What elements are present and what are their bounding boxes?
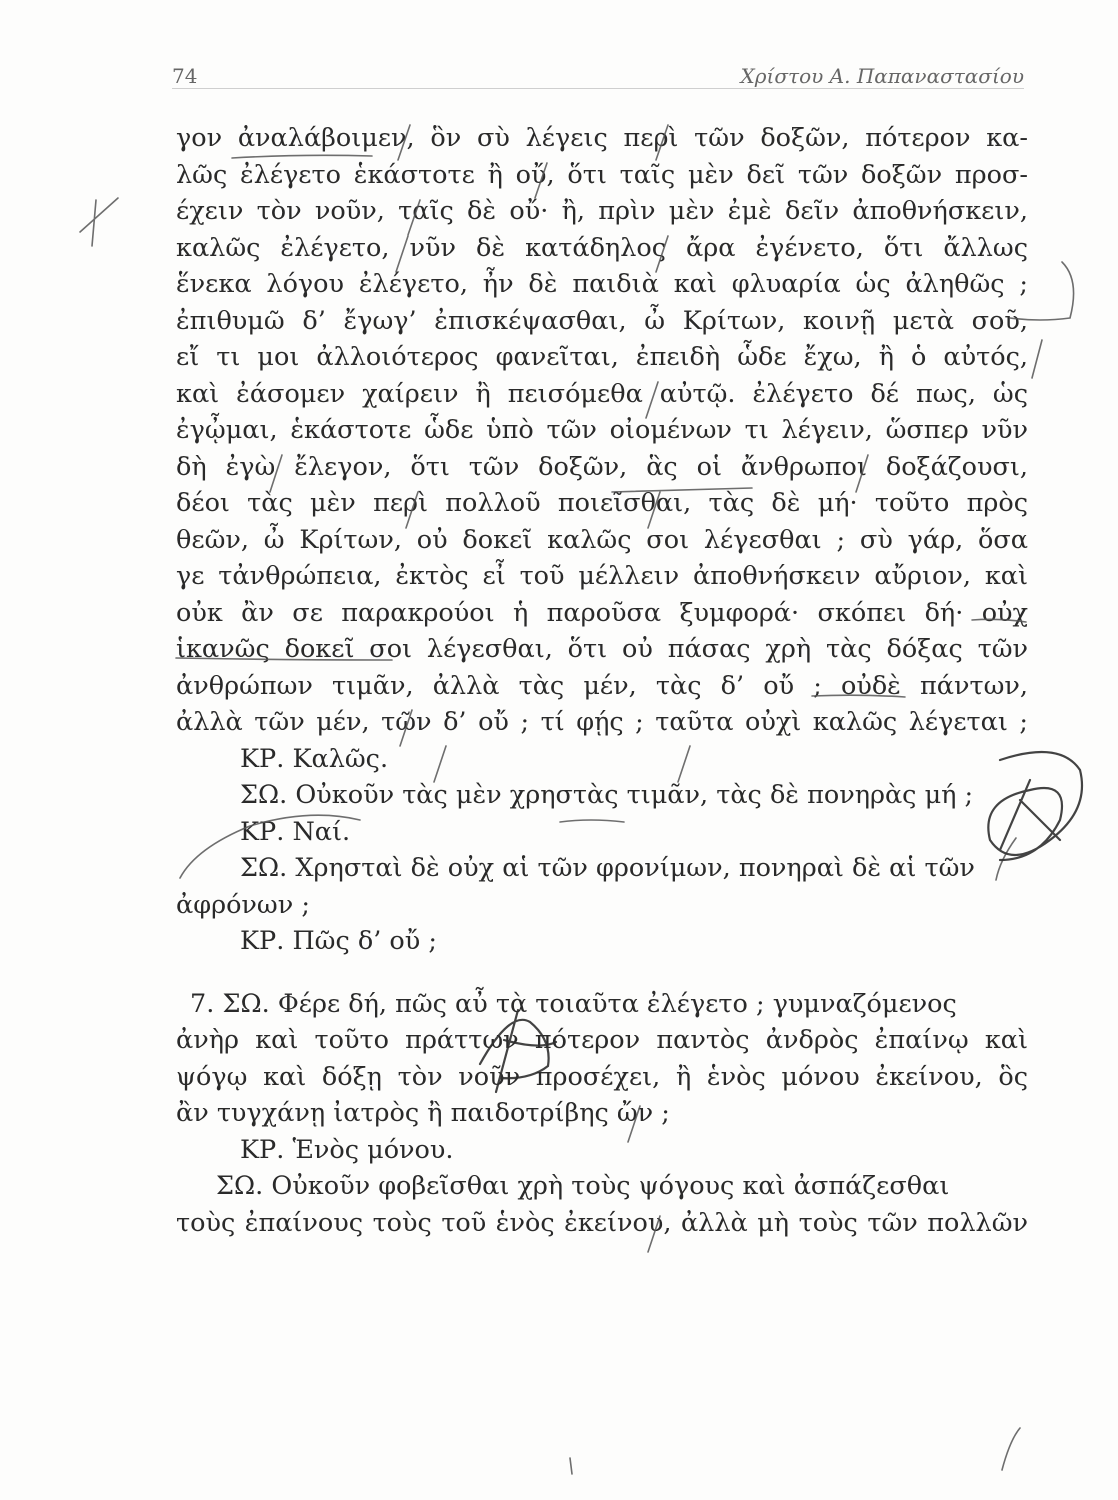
text-line: ἀφρόνων ; bbox=[176, 889, 310, 920]
section-gap bbox=[176, 960, 1028, 986]
text-line: τοὺς ἐπαίνους τοὺς τοῦ ἑνὸς ἐκείνου, ἀλλὰ μὴ τοὺς τῶν πολλῶν bbox=[176, 1207, 1028, 1238]
dialogue-line bbox=[176, 1168, 1028, 1205]
text-line: ἀνὴρ καὶ τοῦτο πράττων πότερον παντὸς ἀνδρὸς ἐπαίνῳ καὶ bbox=[176, 1025, 1028, 1055]
text-line: ψόγῳ καὶ δόξῃ τὸν νοῦν προσέχει, ἢ ἑνὸς μόνου ἐκείνου, ὃς bbox=[176, 1061, 1028, 1092]
speech: Ἑνὸς μόνου. bbox=[292, 1134, 454, 1165]
speech: Καλῶς. bbox=[292, 743, 389, 774]
speaker: ΚΡ. bbox=[240, 1134, 285, 1165]
dialogue-line bbox=[176, 777, 1028, 814]
page-number: 74 bbox=[172, 64, 198, 88]
text-line: δὴ ἐγὼ ἔλεγον, ὅτι τῶν δοξῶν, ἃς οἱ ἄνθρωποι δοξάζουσι, bbox=[176, 451, 1028, 482]
speaker: ΣΩ. bbox=[240, 853, 288, 883]
dialogue-line bbox=[176, 1132, 1028, 1169]
dialogue-line bbox=[176, 814, 1028, 851]
text-line: γε τἀνθρώπεια, ἐκτὸς εἶ τοῦ μέλλειν ἀποθνήσκειν αὔριον, καὶ bbox=[176, 561, 1028, 591]
speaker: ΣΩ. bbox=[216, 1171, 264, 1201]
speaker: ΣΩ. bbox=[240, 780, 288, 810]
speaker: ΚΡ. bbox=[240, 926, 285, 956]
curve-mark bbox=[1002, 1428, 1020, 1470]
text-line: εἴ τι μοι ἀλλοιότερος φανεῖται, ἐπειδὴ ὧδε ἔχω, ἢ ὁ αὐτός, bbox=[176, 342, 1028, 372]
margin-cross-mark bbox=[80, 198, 118, 246]
main-text bbox=[176, 120, 1028, 1241]
text-line: ἕνεκα λόγου ἐλέγετο, ἦν δὲ παιδιὰ καὶ φλυαρία ὡς ἀληθῶς ; bbox=[176, 269, 1028, 299]
speech: Πῶς δ’ οὔ ; bbox=[292, 926, 437, 956]
text-line: καλῶς ἐλέγετο, νῦν δὲ κατάδηλος ἄρα ἐγένετο, ὅτι ἄλλως bbox=[176, 232, 1028, 263]
section-number: 7. bbox=[190, 988, 215, 1019]
text-line: ἐπιθυμῶ δ’ ἔγωγ’ ἐπισκέψασθαι, ὦ Κρίτων, κοινῇ μετὰ σοῦ, bbox=[176, 305, 1028, 336]
section-7-first-line bbox=[176, 986, 1028, 1023]
speaker: ΚΡ. bbox=[240, 816, 285, 847]
text-line: ἱκανῶς δοκεῖ σοι λέγεσθαι, ὅτι οὐ πάσας χρὴ τὰς δόξας τῶν bbox=[176, 634, 1028, 664]
dialogue-line bbox=[176, 741, 1028, 778]
bracket-mark bbox=[1032, 340, 1042, 378]
text-line: ἀνθρώπων τιμᾶν, ἀλλὰ τὰς μέν, τὰς δ’ οὔ ; οὐδὲ πάντων, bbox=[176, 670, 1028, 701]
speaker: ΣΩ. bbox=[222, 988, 270, 1019]
text-line: έχειν τὸν νοῦν, ταῖς δὲ οὔ· ἢ, πρὶν μὲν ἐμὲ δεῖν ἀποθνήσκειν, bbox=[176, 196, 1028, 226]
text-line: λῶς ἐλέγετο ἑκάστοτε ἢ οὔ, ὅτι ταῖς μὲν δεῖ τῶν δοξῶν προσ- bbox=[176, 159, 1028, 190]
page-header bbox=[172, 48, 1024, 89]
running-head: Χρίστου Α. Παπαναστασίου bbox=[740, 64, 1024, 88]
speech: Ναί. bbox=[292, 816, 351, 847]
dialogue-line bbox=[176, 850, 1028, 887]
text-line: ἂν τυγχάνῃ ἰατρὸς ἢ παιδοτρίβης ὤν ; bbox=[176, 1098, 670, 1128]
speech: Οὐκοῦν φοβεῖσθαι χρὴ τοὺς ψόγους καὶ ἀσπάζεσθαι bbox=[271, 1171, 950, 1201]
speech: Φέρε δή, πῶς αὖ τὰ τοιαῦτα ἐλέγετο ; γυμναζόμενος bbox=[277, 988, 957, 1019]
dialogue-line bbox=[176, 923, 1028, 960]
text-line: ἐγᾦμαι, ἑκάστοτε ὧδε ὑπὸ τῶν οἰομένων τι λέγειν, ὥσπερ νῦν bbox=[176, 415, 1028, 445]
speech: Χρησταὶ δὲ οὐχ αἱ τῶν φρονίμων, πονηραὶ δὲ αἱ τῶν bbox=[295, 853, 975, 883]
text-line: ἀλλὰ τῶν μέν, τῶν δ’ οὔ ; τί φῄς ; ταῦτα οὐχὶ καλῶς λέγεται ; bbox=[176, 707, 1028, 737]
speech: Οὐκοῦν τὰς μὲν χρηστὰς τιμᾶν, τὰς δὲ πονηρὰς μή ; bbox=[295, 780, 974, 810]
speaker: ΚΡ. bbox=[240, 743, 285, 774]
text-line: καὶ ἐάσομεν χαίρειν ἢ πεισόμεθα αὐτῷ. ἐλέγετο δέ πως, ὡς bbox=[176, 378, 1028, 409]
text-line: οὐκ ἂν σε παρακρούοι ἡ παροῦσα ξυμφορά· σκόπει δή· οὐχ bbox=[176, 597, 1028, 628]
text-line: δέοι τὰς μὲν περὶ πολλοῦ ποιεῖσθαι, τὰς δὲ μή· τοῦτο πρὸς bbox=[176, 488, 1028, 518]
text-line: θεῶν, ὦ Κρίτων, οὐ δοκεῖ καλῶς σοι λέγεσθαι ; σὺ γάρ, ὅσα bbox=[176, 524, 1028, 555]
small-tick-mark bbox=[570, 1458, 572, 1474]
text-line: γον ἀναλάβοιμεν, ὃν σὺ λέγεις περὶ τῶν δοξῶν, πότερον κα- bbox=[176, 123, 1028, 153]
